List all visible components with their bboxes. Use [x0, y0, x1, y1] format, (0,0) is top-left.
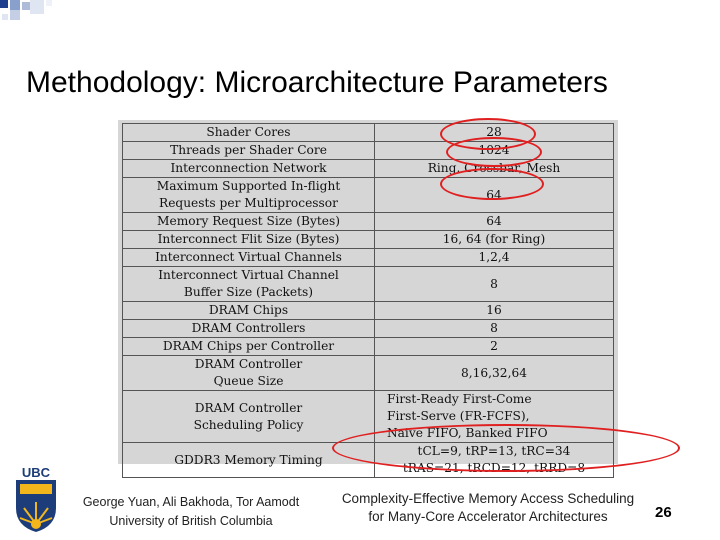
highlight-ring-threads	[446, 137, 542, 167]
parameter-value	[375, 249, 614, 267]
parameter-name-line: Memory Request Size (Bytes)	[157, 214, 340, 228]
page-number: 26	[655, 504, 672, 521]
parameter-table-figure	[118, 120, 618, 475]
parameter-name	[123, 160, 375, 178]
parameter-value	[375, 267, 614, 302]
parameter-value-line: 8	[490, 321, 498, 335]
talk-title-line-2: for Many-Core Accelerator Architectures	[368, 509, 608, 524]
parameter-value-line: First-Ready First-Come	[387, 392, 532, 406]
parameter-value-line: 28	[486, 125, 502, 139]
parameter-value-line: 16, 64 (for Ring)	[442, 232, 546, 246]
parameter-name-line: Scheduling Policy	[193, 417, 304, 432]
parameter-name-line: Queue Size	[213, 374, 284, 388]
parameter-name	[123, 320, 375, 338]
parameter-value	[375, 213, 614, 231]
parameter-value	[375, 338, 614, 356]
parameter-value-line: tRAS=21, tRCD=12, tRRD=8	[402, 461, 586, 475]
ubc-logo	[14, 462, 58, 534]
parameter-name	[123, 302, 375, 320]
parameter-value-line: 1,2,4	[478, 250, 510, 264]
parameter-value-line: 8	[490, 276, 498, 291]
parameter-name-line: Threads per Shader Core	[170, 143, 327, 157]
highlight-ring-gddr3-timing	[332, 424, 680, 472]
table-row	[123, 302, 614, 320]
talk-title-block	[318, 490, 658, 526]
parameter-name-line: GDDR3 Memory Timing	[174, 452, 323, 467]
ubc-logo-text: UBC	[21, 465, 51, 480]
parameter-value	[375, 356, 614, 391]
parameter-name-line: DRAM Chips per Controller	[162, 339, 335, 353]
parameter-value	[375, 302, 614, 320]
parameter-name	[123, 231, 375, 249]
parameter-name	[123, 178, 375, 213]
parameter-name	[123, 267, 375, 302]
talk-title-line-1: Complexity-Effective Memory Access Scheduling	[341, 491, 635, 506]
parameter-value-line: 64	[486, 187, 502, 202]
parameter-value	[375, 320, 614, 338]
parameter-name-line: DRAM Controller	[194, 400, 303, 415]
table-row	[123, 231, 614, 249]
table-row	[123, 124, 614, 142]
parameter-name-line: Requests per Multiprocessor	[159, 196, 338, 210]
parameter-name-line: DRAM Chips	[208, 303, 289, 317]
parameter-value-line: 64	[486, 214, 502, 228]
authors-line: George Yuan, Ali Bakhoda, Tor Aamodt	[82, 495, 300, 509]
parameter-value	[375, 231, 614, 249]
university-line: University of British Columbia	[109, 514, 273, 528]
parameter-name	[123, 356, 375, 391]
table-row	[123, 267, 614, 302]
table-row	[123, 160, 614, 178]
parameter-name-line: Interconnect Virtual Channels	[155, 250, 342, 264]
highlight-ring-inflight	[440, 168, 544, 200]
table-row	[123, 320, 614, 338]
corner-decoration	[0, 0, 80, 40]
authors-block	[66, 493, 316, 531]
parameter-value-line: First-Serve (FR-FCFS),	[387, 409, 530, 423]
parameter-value-line: 2	[490, 339, 498, 353]
parameter-name-line: DRAM Controller	[194, 357, 303, 371]
parameter-name	[123, 391, 375, 443]
parameter-value-line: tCL=9, tRP=13, tRC=34	[417, 444, 571, 458]
table-row	[123, 249, 614, 267]
parameter-name-line: Interconnect Virtual Channel	[158, 268, 339, 282]
table-row	[123, 213, 614, 231]
table-row	[123, 356, 614, 391]
parameter-name-line: Interconnect Flit Size (Bytes)	[157, 232, 340, 246]
parameter-name-line: Shader Cores	[206, 125, 291, 139]
parameter-value-line: 8,16,32,64	[461, 365, 527, 380]
parameter-value-line: 16	[486, 303, 502, 317]
parameter-value-line: Naive FIFO, Banked FIFO	[387, 426, 548, 440]
table-row	[123, 338, 614, 356]
parameter-name	[123, 213, 375, 231]
parameter-name-line: Buffer Size (Packets)	[183, 285, 314, 299]
parameter-name-line: DRAM Controllers	[191, 321, 306, 335]
parameter-value-line: Ring, Crossbar, Mesh	[427, 161, 561, 175]
parameter-name-line: Interconnection Network	[170, 161, 327, 175]
parameter-name	[123, 142, 375, 160]
slide-title: Methodology: Microarchitecture Parameters	[26, 66, 608, 99]
parameter-name	[123, 124, 375, 142]
parameter-name	[123, 338, 375, 356]
parameter-name	[123, 249, 375, 267]
parameter-value-line: 1024	[478, 143, 510, 157]
parameter-name-line: Maximum Supported In-flight	[156, 179, 341, 193]
